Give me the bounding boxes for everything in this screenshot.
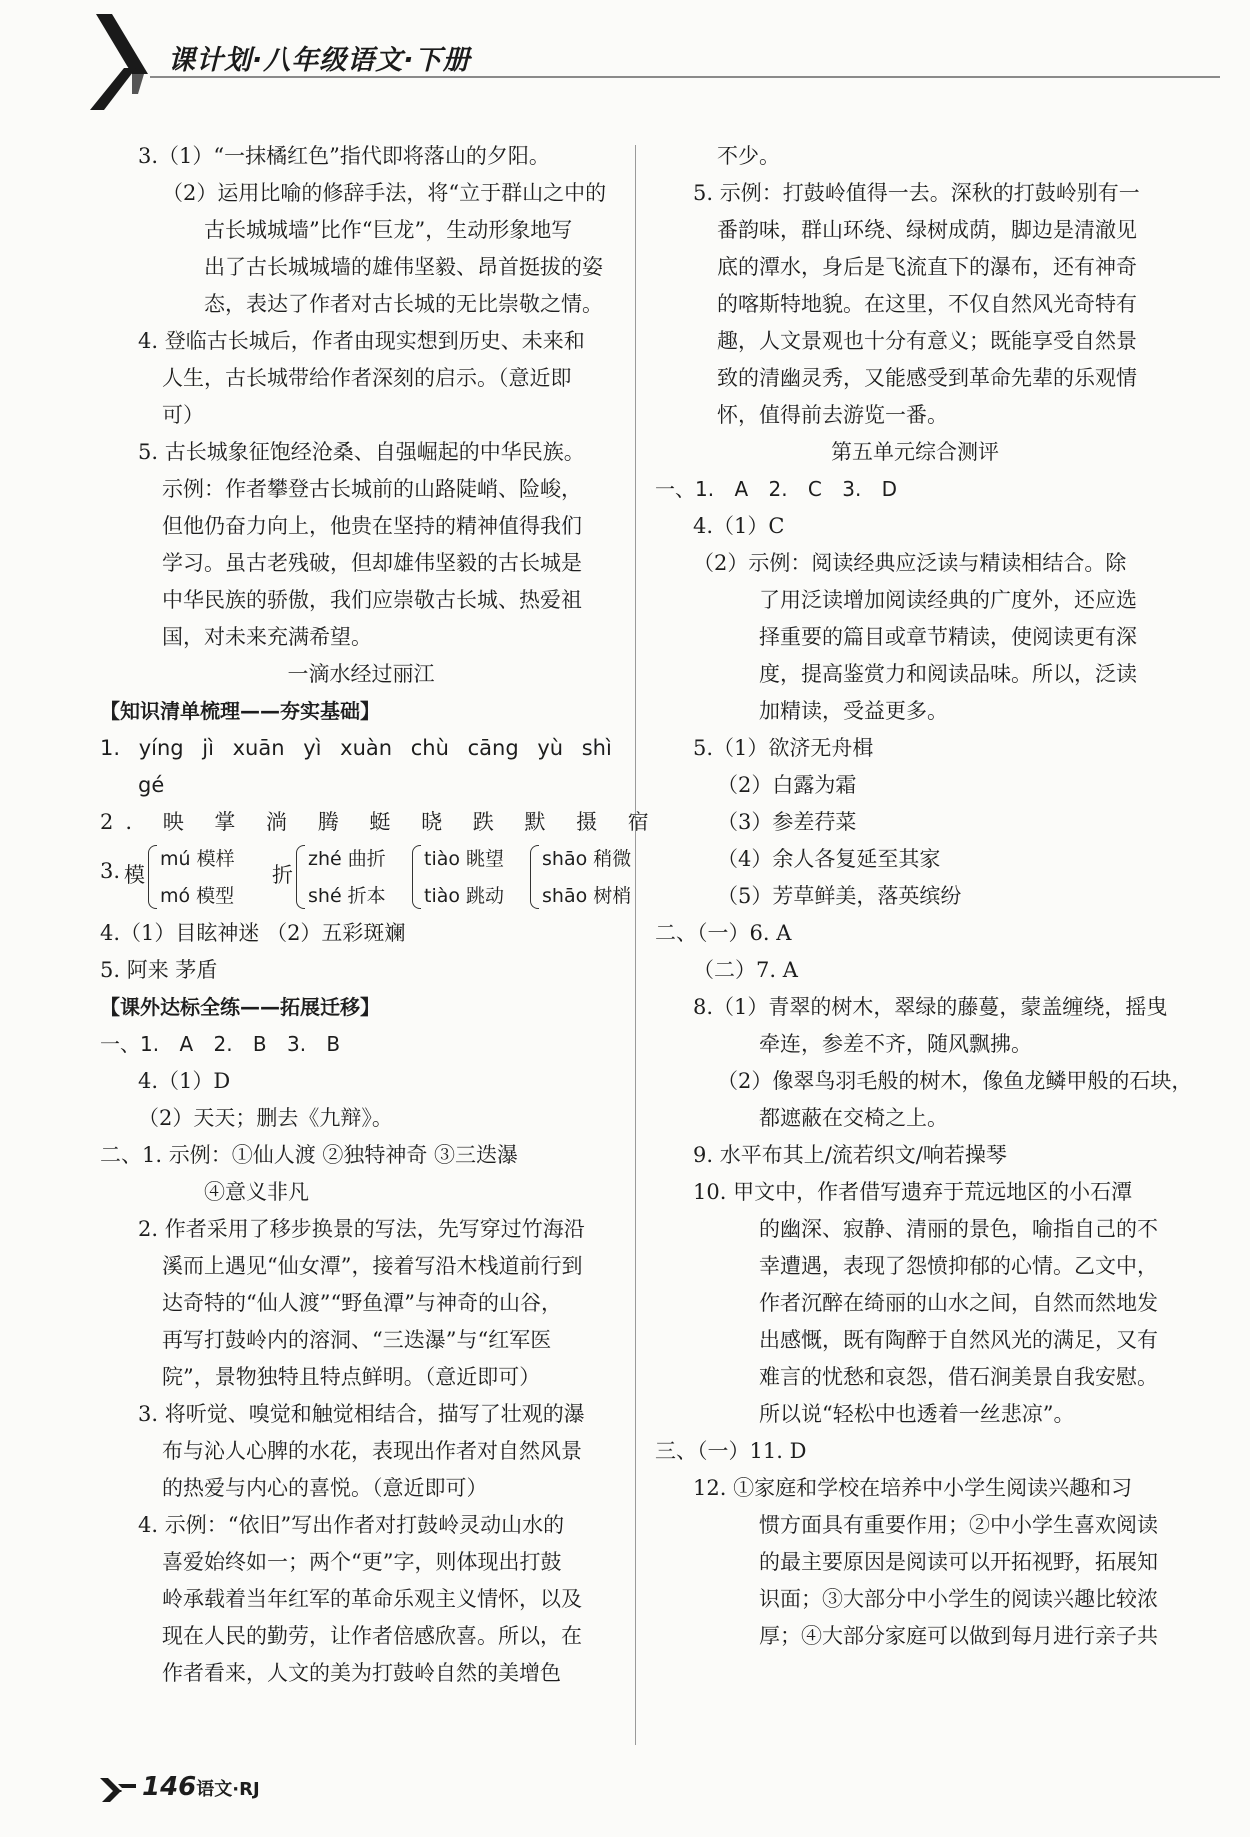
text-line: （2）白露为霜 bbox=[717, 773, 857, 797]
choice-answers: 一、1. A 2. C 3. D bbox=[655, 477, 898, 501]
text-line: （2）天天；删去《九辩》。 bbox=[138, 1106, 393, 1130]
text-line: 二、1. 示例：①仙人渡 ②独特神奇 ③三迭瀑 bbox=[100, 1143, 519, 1167]
text-line: 出了古长城城墙的雄伟坚毅、昂首挺拔的姿 bbox=[204, 255, 603, 279]
text-line: 12. ①家庭和学校在培养中小学生阅读兴趣和习 bbox=[693, 1476, 1133, 1500]
text-line: 不少。 bbox=[717, 144, 780, 168]
text-line: 难言的忧愁和哀怨，借石涧美景自我安慰。 bbox=[759, 1365, 1158, 1389]
polyphone-character: 模 bbox=[124, 863, 145, 887]
text-line: 5.（1）欲济无舟楫 bbox=[693, 736, 874, 760]
text-line: 学习。虽古老残破，但却雄伟坚毅的古长城是 bbox=[162, 551, 582, 575]
text-line: 的热爱与内心的喜悦。（意近即可） bbox=[162, 1476, 488, 1500]
text-line: 国，对未来充满希望。 bbox=[162, 625, 372, 649]
text-line: （5）芳草鲜美，落英缤纷 bbox=[717, 884, 962, 908]
text-line: 现在人民的勤劳，让作者倍感欣喜。所以，在 bbox=[162, 1624, 582, 1648]
text-line: 番韵味，群山环绕、绿树成荫，脚边是清澈见 bbox=[717, 218, 1137, 242]
text-line: 怀，值得前去游览一番。 bbox=[717, 403, 948, 427]
polyphone-character: 折 bbox=[272, 863, 293, 887]
header-rule bbox=[150, 76, 1220, 78]
text-line: 9. 水平布其上/流若织文/响若操琴 bbox=[693, 1143, 1007, 1167]
text-line: 牵连，参差不齐，随风飘拂。 bbox=[759, 1032, 1032, 1056]
text-line: （二）7. A bbox=[693, 958, 798, 982]
page-number-block bbox=[142, 1772, 260, 1802]
text-line: 但他仍奋力向上，他贵在坚持的精神值得我们 bbox=[162, 514, 582, 538]
right-column bbox=[655, 138, 1193, 1655]
text-line: 10. 甲文中，作者借写遗弃于荒远地区的小石潭 bbox=[693, 1180, 1133, 1204]
footer-logo-mark bbox=[100, 1778, 136, 1802]
text-line: （2）示例：阅读经典应泛读与精读相结合。除 bbox=[693, 551, 1127, 575]
text-line: 5. 示例：打鼓岭值得一去。深秋的打鼓岭别有一 bbox=[693, 181, 1140, 205]
text-line: 识面；③大部分中小学生的阅读兴趣比较浓 bbox=[759, 1587, 1158, 1611]
polyphone-reading: mó 模型 bbox=[160, 885, 235, 907]
polyphone-reading: zhé 曲折 bbox=[308, 848, 386, 870]
text-line: 4. 登临古长城后，作者由现实想到历史、未来和 bbox=[138, 329, 585, 353]
text-line: 溪而上遇见“仙女潭”，接着写沿木栈道前行到 bbox=[162, 1254, 583, 1278]
text-line: 幸遭遇，表现了怨愤抑郁的心情。乙文中， bbox=[759, 1254, 1158, 1278]
section-heading: 【课外达标全练——拓展迁移】 bbox=[100, 995, 380, 1019]
left-column bbox=[100, 138, 661, 1692]
brace bbox=[296, 845, 305, 909]
text-line: （2）像翠鸟羽毛般的树木，像鱼龙鳞甲般的石块， bbox=[717, 1069, 1193, 1093]
text-line: 二、（一）6. A bbox=[655, 921, 792, 945]
section-heading: 【知识清单梳理——夯实基础】 bbox=[100, 699, 380, 723]
text-line: 底的潭水，身后是飞流直下的瀑布，还有神奇 bbox=[717, 255, 1137, 279]
text-line: 可） bbox=[162, 403, 204, 427]
brace bbox=[148, 845, 157, 909]
polyphone-reading: shāo 树梢 bbox=[542, 885, 632, 907]
text-line: 三、（一）11. D bbox=[655, 1439, 807, 1463]
page-header bbox=[0, 0, 1250, 130]
text-line: 3. 将听觉、嗅觉和触觉相结合，描写了壮观的瀑 bbox=[138, 1402, 585, 1426]
header-logo-mark bbox=[88, 14, 154, 110]
book-title: 课计划·八年级语文·下册 bbox=[168, 45, 471, 76]
text-line: 再写打鼓岭内的溶洞、“三迭瀑”与“红军医 bbox=[162, 1328, 552, 1352]
text-line: 8.（1）青翠的树木，翠绿的藤蔓，蒙盖缠绕，摇曳 bbox=[693, 995, 1168, 1019]
column-divider bbox=[635, 145, 636, 1745]
text-line: 达奇特的“仙人渡”“野鱼潭”与神奇的山谷， bbox=[162, 1291, 562, 1315]
text-line: 的喀斯特地貌。在这里，不仅自然风光奇特有 bbox=[717, 292, 1137, 316]
polyphone-reading: mú 模样 bbox=[160, 848, 235, 870]
text-line: 致的清幽灵秀，又能感受到革命先辈的乐观情 bbox=[717, 366, 1137, 390]
polyphone-reading: tiào 跳动 bbox=[424, 885, 505, 907]
text-line: 了用泛读增加阅读经典的广度外，还应选 bbox=[759, 588, 1137, 612]
text-line: 5. 古长城象征饱经沧桑、自强崛起的中华民族。 bbox=[138, 440, 585, 464]
text-line: 作者沉醉在绮丽的山水之间，自然而然地发 bbox=[759, 1291, 1158, 1315]
text-line: 加精读，受益更多。 bbox=[759, 699, 948, 723]
text-line: 古长城城墙”比作“巨龙”，生动形象地写 bbox=[204, 218, 573, 242]
text-line: （3）参差荇菜 bbox=[717, 810, 857, 834]
text-line: 作者看来，人文的美为打鼓岭自然的美增色 bbox=[162, 1661, 561, 1685]
text-line: 布与沁人心脾的水花，表现出作者对自然风景 bbox=[162, 1439, 582, 1463]
text-line: （4）余人各复延至其家 bbox=[717, 847, 941, 871]
text-line: （2）运用比喻的修辞手法，将“立于群山之中的 bbox=[162, 181, 607, 205]
polyphone-answer bbox=[100, 841, 632, 915]
text-line: 度，提高鉴赏力和阅读品味。所以，泛读 bbox=[759, 662, 1137, 686]
text-line: 趣，人文景观也十分有意义；既能享受自然景 bbox=[717, 329, 1137, 353]
item-number: 3. bbox=[100, 859, 121, 883]
polyphone-reading: shé 折本 bbox=[308, 885, 386, 907]
polyphone-reading: tiào 眺望 bbox=[424, 848, 505, 870]
text-line: 4.（1）D bbox=[138, 1069, 231, 1093]
text-line: 4.（1）C bbox=[693, 514, 785, 538]
text-line: 的幽深、寂静、清丽的景色，喻指自己的不 bbox=[759, 1217, 1158, 1241]
text-line: 3.（1）“一抹橘红色”指代即将落山的夕阳。 bbox=[138, 144, 550, 168]
page-number: 146 bbox=[142, 1772, 197, 1802]
pinyin-answer: 1. yíng jì xuān yì xuàn chù cāng yù shì bbox=[100, 736, 612, 760]
lesson-title: 一滴水经过丽江 bbox=[287, 662, 435, 686]
text-line: ④意义非凡 bbox=[204, 1180, 309, 1204]
choice-answers: 一、1. A 2. B 3. B bbox=[100, 1032, 341, 1056]
text-line: 出感慨，既有陶醉于自然风光的满足，又有 bbox=[759, 1328, 1158, 1352]
text-line: 2. 作者采用了移步换景的写法，先写穿过竹海沿 bbox=[138, 1217, 585, 1241]
text-line: 态，表达了作者对古长城的无比崇敬之情。 bbox=[204, 292, 603, 316]
text-line: 的最主要原因是阅读可以开拓视野，拓展知 bbox=[759, 1550, 1158, 1574]
text-line: 厚；④大部分家庭可以做到每月进行亲子共 bbox=[759, 1624, 1158, 1648]
text-line: 惯方面具有重要作用；②中小学生喜欢阅读 bbox=[759, 1513, 1158, 1537]
brace bbox=[412, 845, 421, 909]
text-line: 4.（1）目眩神迷 （2）五彩斑斓 bbox=[100, 921, 406, 945]
text-line: 中华民族的骄傲，我们应崇敬古长城、热爱祖 bbox=[162, 588, 582, 612]
text-line: 院”，景物独特且特点鲜明。（意近即可） bbox=[162, 1365, 541, 1389]
text-line: 所以说“轻松中也透着一丝悲凉”。 bbox=[759, 1402, 1075, 1426]
text-line: 喜爱始终如一；两个“更”字，则体现出打鼓 bbox=[162, 1550, 562, 1574]
text-line: 5. 阿来 茅盾 bbox=[100, 958, 218, 982]
text-line: 都遮蔽在交椅之上。 bbox=[759, 1106, 948, 1130]
subject-label: 语文·RJ bbox=[196, 1779, 260, 1800]
text-line: 4. 示例：“依旧”写出作者对打鼓岭灵动山水的 bbox=[138, 1513, 565, 1537]
pinyin-answer: gé bbox=[138, 773, 165, 797]
text-line: 择重要的篇目或章节精读，使阅读更有深 bbox=[759, 625, 1137, 649]
brace bbox=[530, 845, 539, 909]
unit-test-title: 第五单元综合测评 bbox=[831, 440, 999, 464]
polyphone-reading: shāo 稍微 bbox=[542, 848, 632, 870]
character-answer: 2. 映 掌 淌 腾 蜓 晓 跌 默 摄 宿 bbox=[100, 810, 661, 834]
text-line: 人生，古长城带给作者深刻的启示。（意近即 bbox=[162, 366, 572, 390]
text-line: 示例：作者攀登古长城前的山路陡峭、险峻， bbox=[162, 477, 582, 501]
text-line: 岭承载着当年红军的革命乐观主义情怀，以及 bbox=[162, 1587, 582, 1611]
